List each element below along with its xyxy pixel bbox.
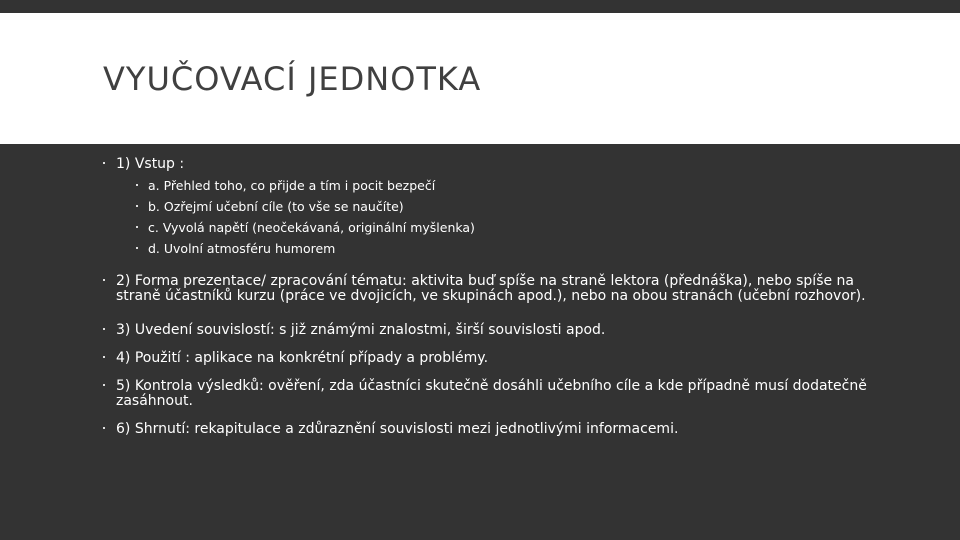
bullet-text: 5) Kontrola výsledků: ověření, zda účastníci skutečně dosáhli učebního cíle a kde případně musí dodatečně zasáhnout.: [116, 378, 867, 409]
bullet-item-5: [103, 379, 873, 409]
bullet-item-1: [103, 157, 873, 259]
bullet-item-2: [103, 274, 873, 304]
sub-bullet-list: [116, 175, 873, 259]
slide-content: [103, 157, 873, 447]
sub-bullet-item: c. Vyvolá napětí (neočekávaná, originální myšlenka): [136, 217, 873, 238]
bullet-text: 4) Použití : aplikace na konkrétní případy a problémy.: [116, 350, 489, 366]
bullet-text: 1) Vstup :: [116, 156, 185, 172]
sub-bullet-item: a. Přehled toho, co přijde a tím i pocit bezpečí: [136, 175, 873, 196]
bullet-item-3: [103, 323, 873, 338]
bullet-item-6: [103, 422, 873, 437]
bullet-item-4: [103, 351, 873, 366]
bullet-text: 2) Forma prezentace/ zpracování tématu: aktivita buď spíše na straně lektora (přednáška), nebo spíše na straně účastníků kurzu (práce ve dvojicích, ve skupinách apod.), nebo na obou stranách (učební rozhovor).: [116, 273, 866, 304]
sub-bullet-item: d. Uvolní atmosféru humorem: [136, 238, 873, 259]
bullet-list: [103, 157, 873, 437]
sub-bullet-item: b. Ozřejmí učební cíle (to vše se naučíte): [136, 196, 873, 217]
bullet-text: 3) Uvedení souvislostí: s již známými znalostmi, širší souvislosti apod.: [116, 322, 606, 338]
slide-title: VYUČOVACÍ JEDNOTKA: [103, 60, 482, 98]
bullet-text: 6) Shrnutí: rekapitulace a zdůraznění souvislosti mezi jednotlivými informacemi.: [116, 421, 679, 437]
